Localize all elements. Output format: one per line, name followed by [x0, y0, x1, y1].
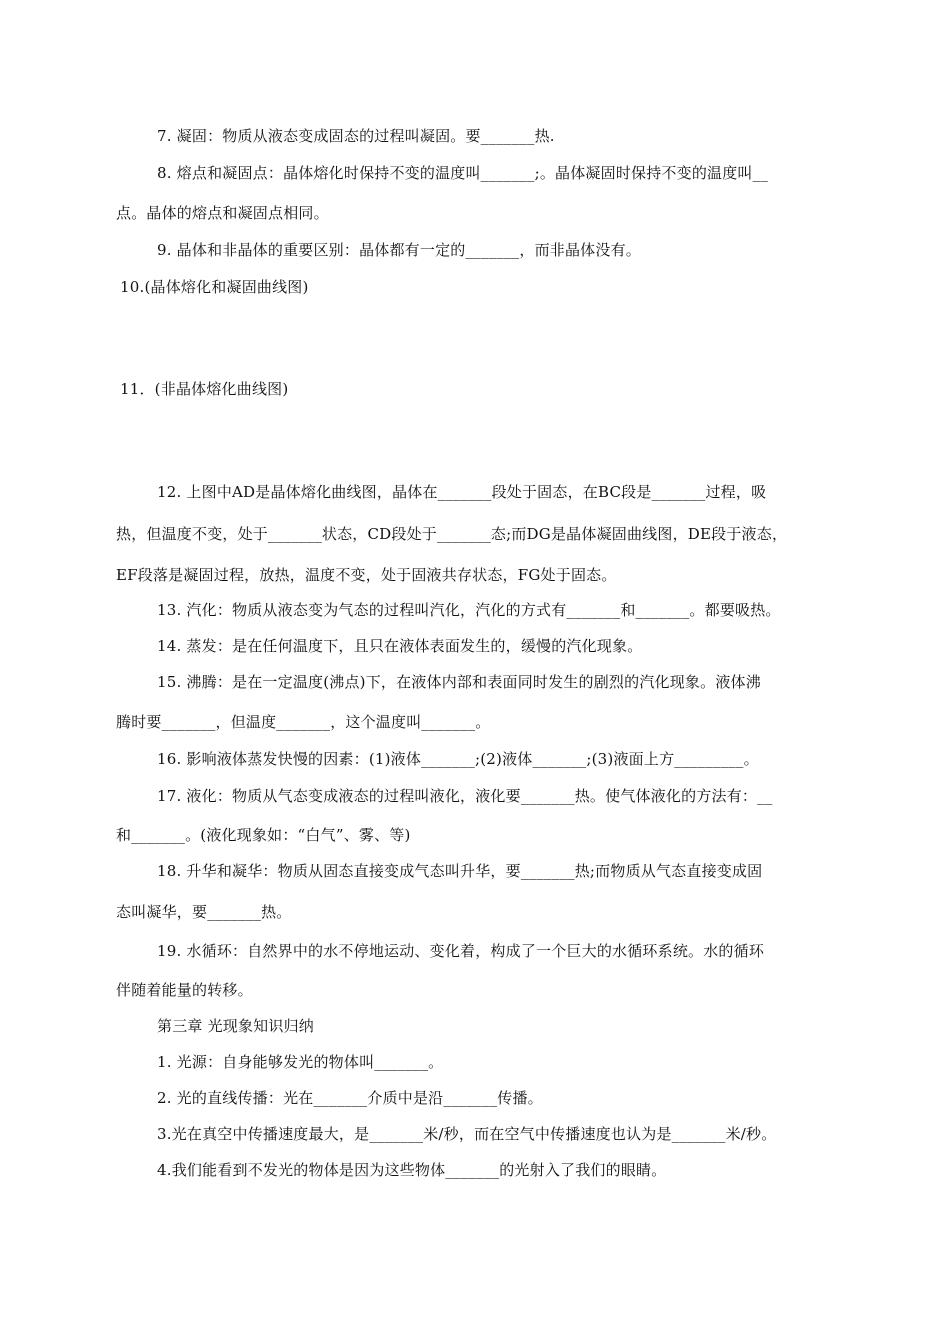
text-line: 2. 光的直线传播：光在_______介质中是沿_______传播。	[157, 1089, 543, 1107]
text-line: 17. 液化：物质从气态变成液态的过程叫液化，液化要_______热。使气体液化的方法有：__	[157, 787, 773, 805]
text-line: 伴随着能量的转移。	[116, 981, 253, 999]
text-line: 10.(晶体熔化和凝固曲线图)	[120, 278, 309, 296]
text-line: 4.我们能看到不发光的物体是因为这些物体_______的光射入了我们的眼睛。	[157, 1161, 667, 1179]
text-line: 和_______。(液化现象如：“白气”、雾、等)	[116, 826, 411, 844]
text-line: 腾时要_______，但温度_______，这个温度叫_______。	[116, 713, 491, 731]
text-line: 13. 汽化：物质从液态变为气态的过程叫汽化，汽化的方式有_______和_______。都要吸热。	[157, 601, 781, 619]
text-line: 16. 影响液体蒸发快慢的因素：(1)液体_______;(2)液体_______;(3)液面上方_________。	[157, 750, 759, 768]
text-line: 14. 蒸发：是在任何温度下，且只在液体表面发生的，缓慢的汽化现象。	[157, 637, 643, 655]
text-line: 9. 晶体和非晶体的重要区别：晶体都有一定的_______，而非晶体没有。	[157, 241, 641, 259]
text-line: 点。晶体的熔点和凝固点相同。	[116, 204, 329, 222]
text-line: 态叫凝华，要_______热。	[116, 903, 292, 921]
text-line: 15. 沸腾：是在一定温度(沸点)下，在液体内部和表面同时发生的剧烈的汽化现象。液体沸	[157, 673, 761, 691]
section-heading: 第三章 光现象知识归纳	[157, 1017, 314, 1035]
text-line: 11．(非晶体熔化曲线图)	[120, 380, 289, 398]
text-line: 7. 凝固：物质从液态变成固态的过程叫凝固。要_______热.	[157, 127, 555, 145]
text-line: 12. 上图中AD是晶体熔化曲线图，晶体在_______段处于固态，在BC段是_______过程，吸	[157, 483, 767, 501]
text-line: 8. 熔点和凝固点：晶体熔化时保持不变的温度叫_______;。晶体凝固时保持不变的温度叫__	[157, 164, 769, 182]
text-line: 1. 光源：自身能够发光的物体叫_______。	[157, 1053, 444, 1071]
text-line: 19. 水循环：自然界中的水不停地运动、变化着，构成了一个巨大的水循环系统。水的循环	[157, 942, 765, 960]
text-line: 3.光在真空中传播速度最大，是_______米/秒，而在空气中传播速度也认为是_______米/秒。	[157, 1125, 777, 1143]
text-line: 热，但温度不变，处于_______状态，CD段处于_______态;而DG是晶体凝固曲线图，DE段于液态，	[116, 525, 788, 543]
text-line: 18. 升华和凝华：物质从固态直接变成气态叫升华，要_______热;而物质从气态直接变成固	[157, 862, 763, 880]
text-line: EF段落是凝固过程，放热，温度不变，处于固液共存状态，FG处于固态。	[116, 566, 617, 584]
